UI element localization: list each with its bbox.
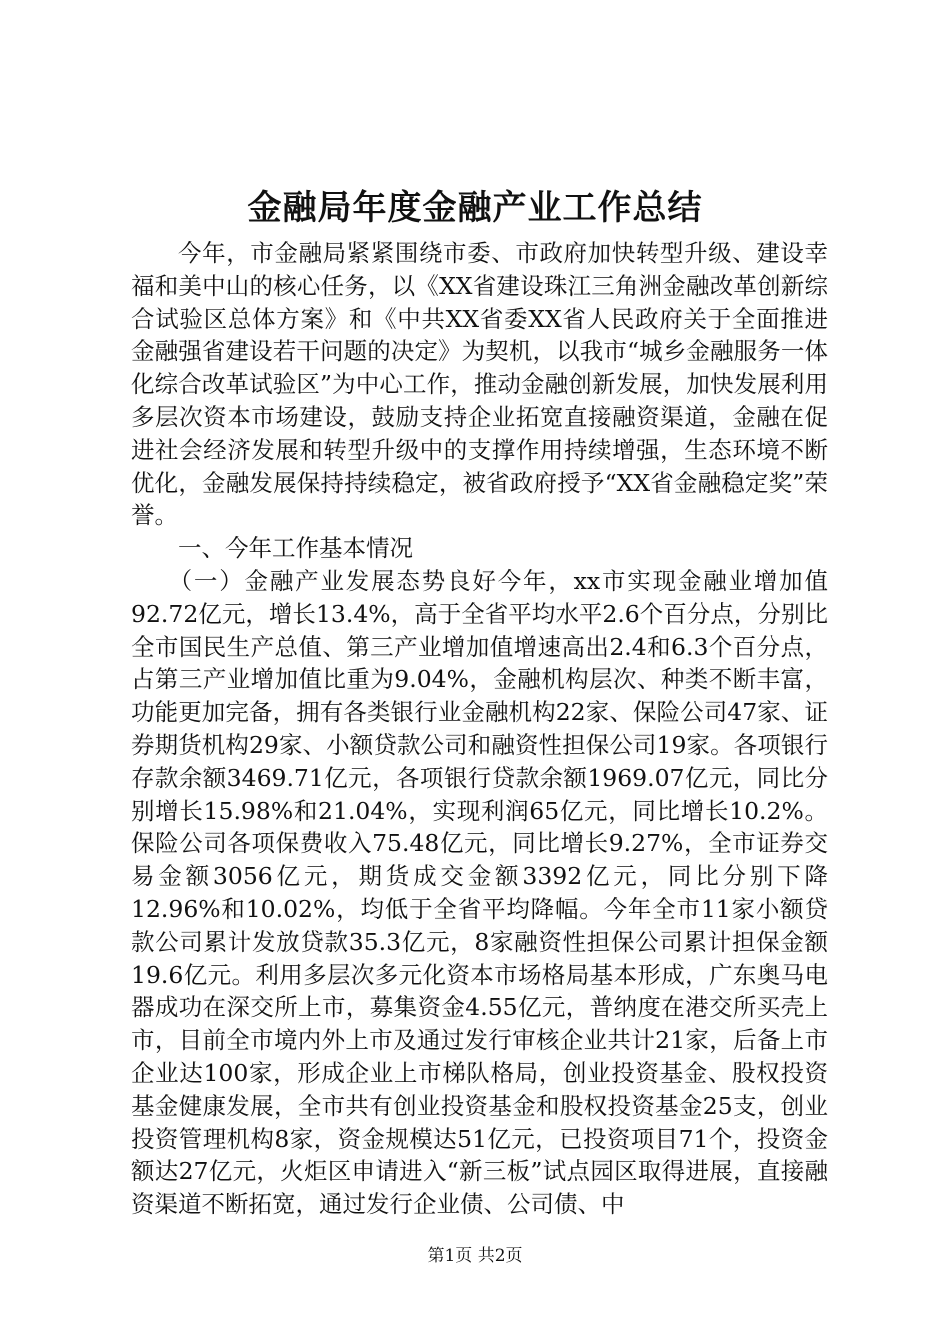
intro-paragraph: 今年，市金融局紧紧围绕市委、市政府加快转型升级、建设幸福和美中山的核心任务，以《XX省建设珠江三角洲金融改革创新综合试验区总体方案》和《中共XX省委XX省人民政府关于全面推进金融强省建设若干问题的决定》为契机，以我市“城乡金融服务一体化综合改革试验区”为中心工作，推动金融创新发展，加快发展利用多层次资本市场建设，鼓励支持企业拓宽直接融资渠道，金融在促进社会经济发展和转型升级中的支撑作用持续增强，生态环境不断优化，金融发展保持持续稳定，被省政府授予“XX省金融稳定奖”荣誉。 [131, 239, 828, 530]
document-title: 金融局年度金融产业工作总结 [247, 188, 703, 228]
body-paragraph: （一）金融产业发展态势良好今年，xx市实现金融业增加值92.72亿元，增长13.4%，高于全省平均水平2.6个百分点，分别比全市国民生产总值、第三产业增加值增速高出2.4和6.3个百分点，占第三产业增加值比重为9.04%，金融机构层次、种类不断丰富，功能更加完备，拥有各类银行业金融机构22家、保险公司47家、证券期货机构29家、小额贷款公司和融资性担保公司19家。各项银行存款余额3469.71亿元，各项银行贷款余额1969.07亿元，同比分别增长15.98%和21.04%，实现利润65亿元，同比增长10.2%。保险公司各项保费收入75.48亿元，同比增长9.27%，全市证券交易金额3056亿元，期货成交金额3392亿元，同比分别下降12.96%和10.02%，均低于全省平均降幅。今年全市11家小额贷款公司累计发放贷款35.3亿元，8家融资性担保公司累计担保金额19.6亿元。利用多层次多元化资本市场格局基本形成，广东奥马电器成功在深交所上市，募集资金4.55亿元，普纳度在港交所买壳上市，目前全市境内外上市及通过发行审核企业共计21家，后备上市企业达100家，形成企业上市梯队格局，创业投资基金、股权投资基金健康发展，全市共有创业投资基金和股权投资基金25支，创业投资管理机构8家，资金规模达51亿元，已投资项目71个，投资金额达27亿元，火炬区申请进入“新三板”试点园区取得进展，直接融资渠道不断拓宽，通过发行企业债、公司债、中 [131, 566, 828, 1219]
document-body [131, 237, 828, 1221]
section-heading: 一、今年工作基本情况 [178, 534, 413, 563]
page-number: 第1页 共2页 [427, 1246, 523, 1266]
